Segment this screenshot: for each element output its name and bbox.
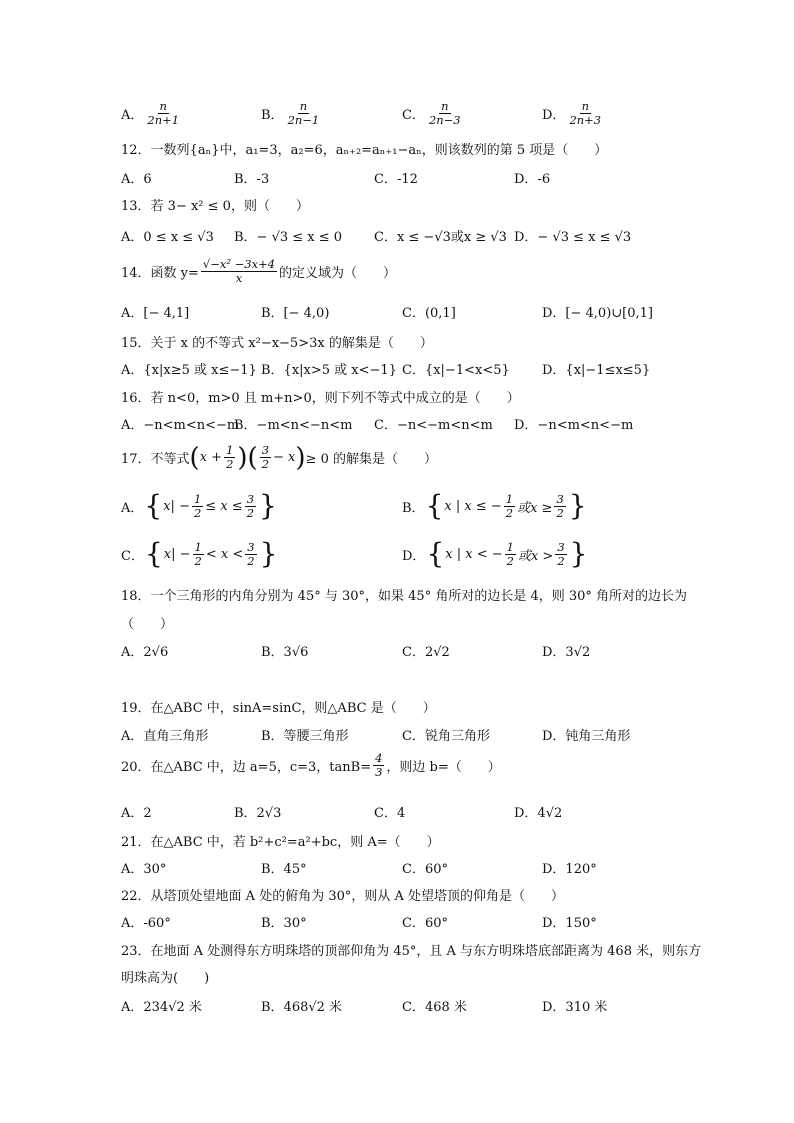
- q18-stem: 18．一个三角形的内角分别为 45° 与 30°，如果 45° 角所对的边长是 4，则 30° 角所对的边长为: [121, 589, 688, 604]
- q20-option-a[interactable]: A．2: [121, 806, 152, 821]
- q17-option-a[interactable]: A． { x| − $\frac{1}{2}$ ≤ x ≤ $\frac{3}{2}$ }: [121, 489, 277, 522]
- q14-option-a[interactable]: A．[− 4,1]: [121, 306, 190, 321]
- q18-option-b[interactable]: B．3√6: [261, 645, 309, 660]
- q17-option-b[interactable]: B． { x | x ≤ − $\frac{1}{2}$ 或x ≥ $\frac{3}{2}$ }: [402, 489, 587, 522]
- q21-option-c[interactable]: C．60°: [402, 862, 448, 877]
- q16-option-c[interactable]: C．−n<−m<n<m: [374, 418, 493, 433]
- fraction: $\frac{n}{2n-1}$: [287, 99, 320, 127]
- q21-option-a[interactable]: A．30°: [121, 862, 167, 877]
- q13-stem: 13．若 3− x² ≤ 0，则（ ）: [121, 199, 309, 214]
- q17-stem: 17．不等式 ( x + $\frac{1}{2}$ ) ( $\frac{3}{2}$ − x ) ≥ 0 的解集是（ ）: [121, 442, 437, 473]
- q15-option-a[interactable]: A．{x|x≥5 或 x≤−1}: [121, 363, 257, 378]
- q19-options: [0, 725, 794, 749]
- q23-options: [0, 996, 794, 1020]
- q18-stem-cont: （ ）: [121, 617, 174, 632]
- q23-stem-cont: 明珠高为( ): [121, 971, 210, 986]
- q11-option-c[interactable]: C． $\frac{n}{2n-3}$: [402, 99, 461, 127]
- q12-option-a[interactable]: A．6: [121, 172, 152, 187]
- q17-option-c[interactable]: C． { x| − $\frac{1}{2}$ < x < $\frac{3}{2}$ }: [121, 537, 278, 570]
- q12-option-d[interactable]: D．-6: [514, 172, 551, 187]
- q15-options: [0, 359, 794, 383]
- q19-option-b[interactable]: B．等腰三角形: [261, 729, 349, 744]
- fraction: $\frac{4}{3}$: [375, 751, 383, 779]
- q15-option-c[interactable]: C．{x|−1<x<5}: [402, 363, 510, 378]
- q23-option-a[interactable]: A．234√2 米: [121, 1000, 202, 1015]
- q13-option-a[interactable]: A．0 ≤ x ≤ √3: [121, 230, 214, 245]
- q15-option-b[interactable]: B．{x|x>5 或 x<−1}: [261, 363, 397, 378]
- q11-options: [0, 99, 794, 127]
- q12-option-c[interactable]: C．-12: [374, 172, 418, 187]
- q13-options: [0, 226, 794, 250]
- q16-stem: 16．若 n<0，m>0 且 m+n>0，则下列不等式中成立的是（ ）: [121, 391, 520, 406]
- q12-options: [0, 168, 794, 192]
- q14-stem: 14．函数 y= $\frac{\text{√−x² −3x+4}}{x}$ 的定义域为（ ）: [121, 257, 397, 285]
- q18-option-c[interactable]: C．2√2: [402, 645, 450, 660]
- q22-option-a[interactable]: A．-60°: [121, 916, 171, 931]
- q22-option-c[interactable]: C．60°: [402, 916, 448, 931]
- q11-option-a[interactable]: A． $\frac{n}{2n+1}$: [121, 99, 180, 127]
- q15-option-d[interactable]: D．{x|−1≤x≤5}: [542, 363, 651, 378]
- q19-stem: 19．在△ABC 中，sinA=sinC，则△ABC 是（ ）: [121, 701, 436, 716]
- q14-options: [0, 302, 794, 326]
- fraction: $\frac{n}{2n-3}$: [428, 99, 461, 127]
- q16-option-d[interactable]: D．−n<m<n<−m: [514, 418, 634, 433]
- q22-option-d[interactable]: D．150°: [542, 916, 597, 931]
- q18-option-a[interactable]: A．2√6: [121, 645, 169, 660]
- q23-option-b[interactable]: B．468√2 米: [261, 1000, 343, 1015]
- q22-option-b[interactable]: B．30°: [261, 916, 307, 931]
- q17-options-row2: [0, 537, 794, 570]
- q13-option-c[interactable]: C．x ≤ −√3或x ≥ √3: [374, 230, 507, 245]
- q14-option-d[interactable]: D．[− 4,0)∪[0,1]: [542, 306, 653, 321]
- q12-option-b[interactable]: B．-3: [234, 172, 270, 187]
- q14-option-c[interactable]: C．(0,1]: [402, 306, 456, 321]
- fraction: $\frac{n}{2n+3}$: [569, 99, 602, 127]
- q19-option-d[interactable]: D．钝角三角形: [542, 729, 631, 744]
- q17-options-row1: [0, 489, 794, 522]
- q21-options: [0, 858, 794, 882]
- q20-options: [0, 802, 794, 826]
- q23-option-c[interactable]: C．468 米: [402, 1000, 467, 1015]
- q21-option-b[interactable]: B．45°: [261, 862, 307, 877]
- q19-option-a[interactable]: A．直角三角形: [121, 729, 209, 744]
- q16-options: [0, 414, 794, 438]
- q22-options: [0, 912, 794, 936]
- q22-stem: 22．从塔顶处望地面 A 处的俯角为 30°，则从 A 处望塔顶的仰角是（ ）: [121, 889, 565, 904]
- q16-option-b[interactable]: B．−m<n<−n<m: [234, 418, 353, 433]
- q19-option-c[interactable]: C．锐角三角形: [402, 729, 490, 744]
- q23-option-d[interactable]: D．310 米: [542, 1000, 608, 1015]
- q20-option-d[interactable]: D．4√2: [514, 806, 563, 821]
- fraction: $\frac{\text{√−x² −3x+4}}{x}$: [202, 257, 276, 285]
- q17-option-d[interactable]: D． { x | x < − $\frac{1}{2}$ 或x > $\frac{3}{2}$ }: [402, 537, 588, 570]
- q11-option-d[interactable]: D． $\frac{n}{2n+3}$: [542, 99, 602, 127]
- q20-option-b[interactable]: B．2√3: [234, 806, 282, 821]
- q18-options: [0, 641, 794, 665]
- q13-option-b[interactable]: B．− √3 ≤ x ≤ 0: [234, 230, 343, 245]
- q13-option-d[interactable]: D．− √3 ≤ x ≤ √3: [514, 230, 632, 245]
- q14-option-b[interactable]: B．[− 4,0): [261, 306, 330, 321]
- q12-stem: 12．一数列{aₙ}中，a₁=3，a₂=6，aₙ₊₂=aₙ₊₁−aₙ，则该数列的第 5 项是（ ）: [121, 143, 608, 158]
- q23-stem: 23．在地面 A 处测得东方明珠塔的顶部仰角为 45°，且 A 与东方明珠塔底部距离为 468 米，则东方: [121, 944, 702, 959]
- fraction: $\frac{n}{2n+1}$: [147, 99, 180, 127]
- q21-option-d[interactable]: D．120°: [542, 862, 597, 877]
- q11-option-b[interactable]: B． $\frac{n}{2n-1}$: [261, 99, 320, 127]
- q16-option-a[interactable]: A．−n<m<n<−m: [121, 418, 240, 433]
- q18-option-d[interactable]: D．3√2: [542, 645, 591, 660]
- q15-stem: 15．关于 x 的不等式 x²−x−5>3x 的解集是（ ）: [121, 336, 433, 351]
- q20-stem: 20．在△ABC 中，边 a=5，c=3，tanB= $\frac{4}{3}$ ，则边 b=（ ）: [121, 751, 501, 779]
- q20-option-c[interactable]: C．4: [374, 806, 406, 821]
- q21-stem: 21．在△ABC 中，若 b²+c²=a²+bc，则 A=（ ）: [121, 835, 440, 850]
